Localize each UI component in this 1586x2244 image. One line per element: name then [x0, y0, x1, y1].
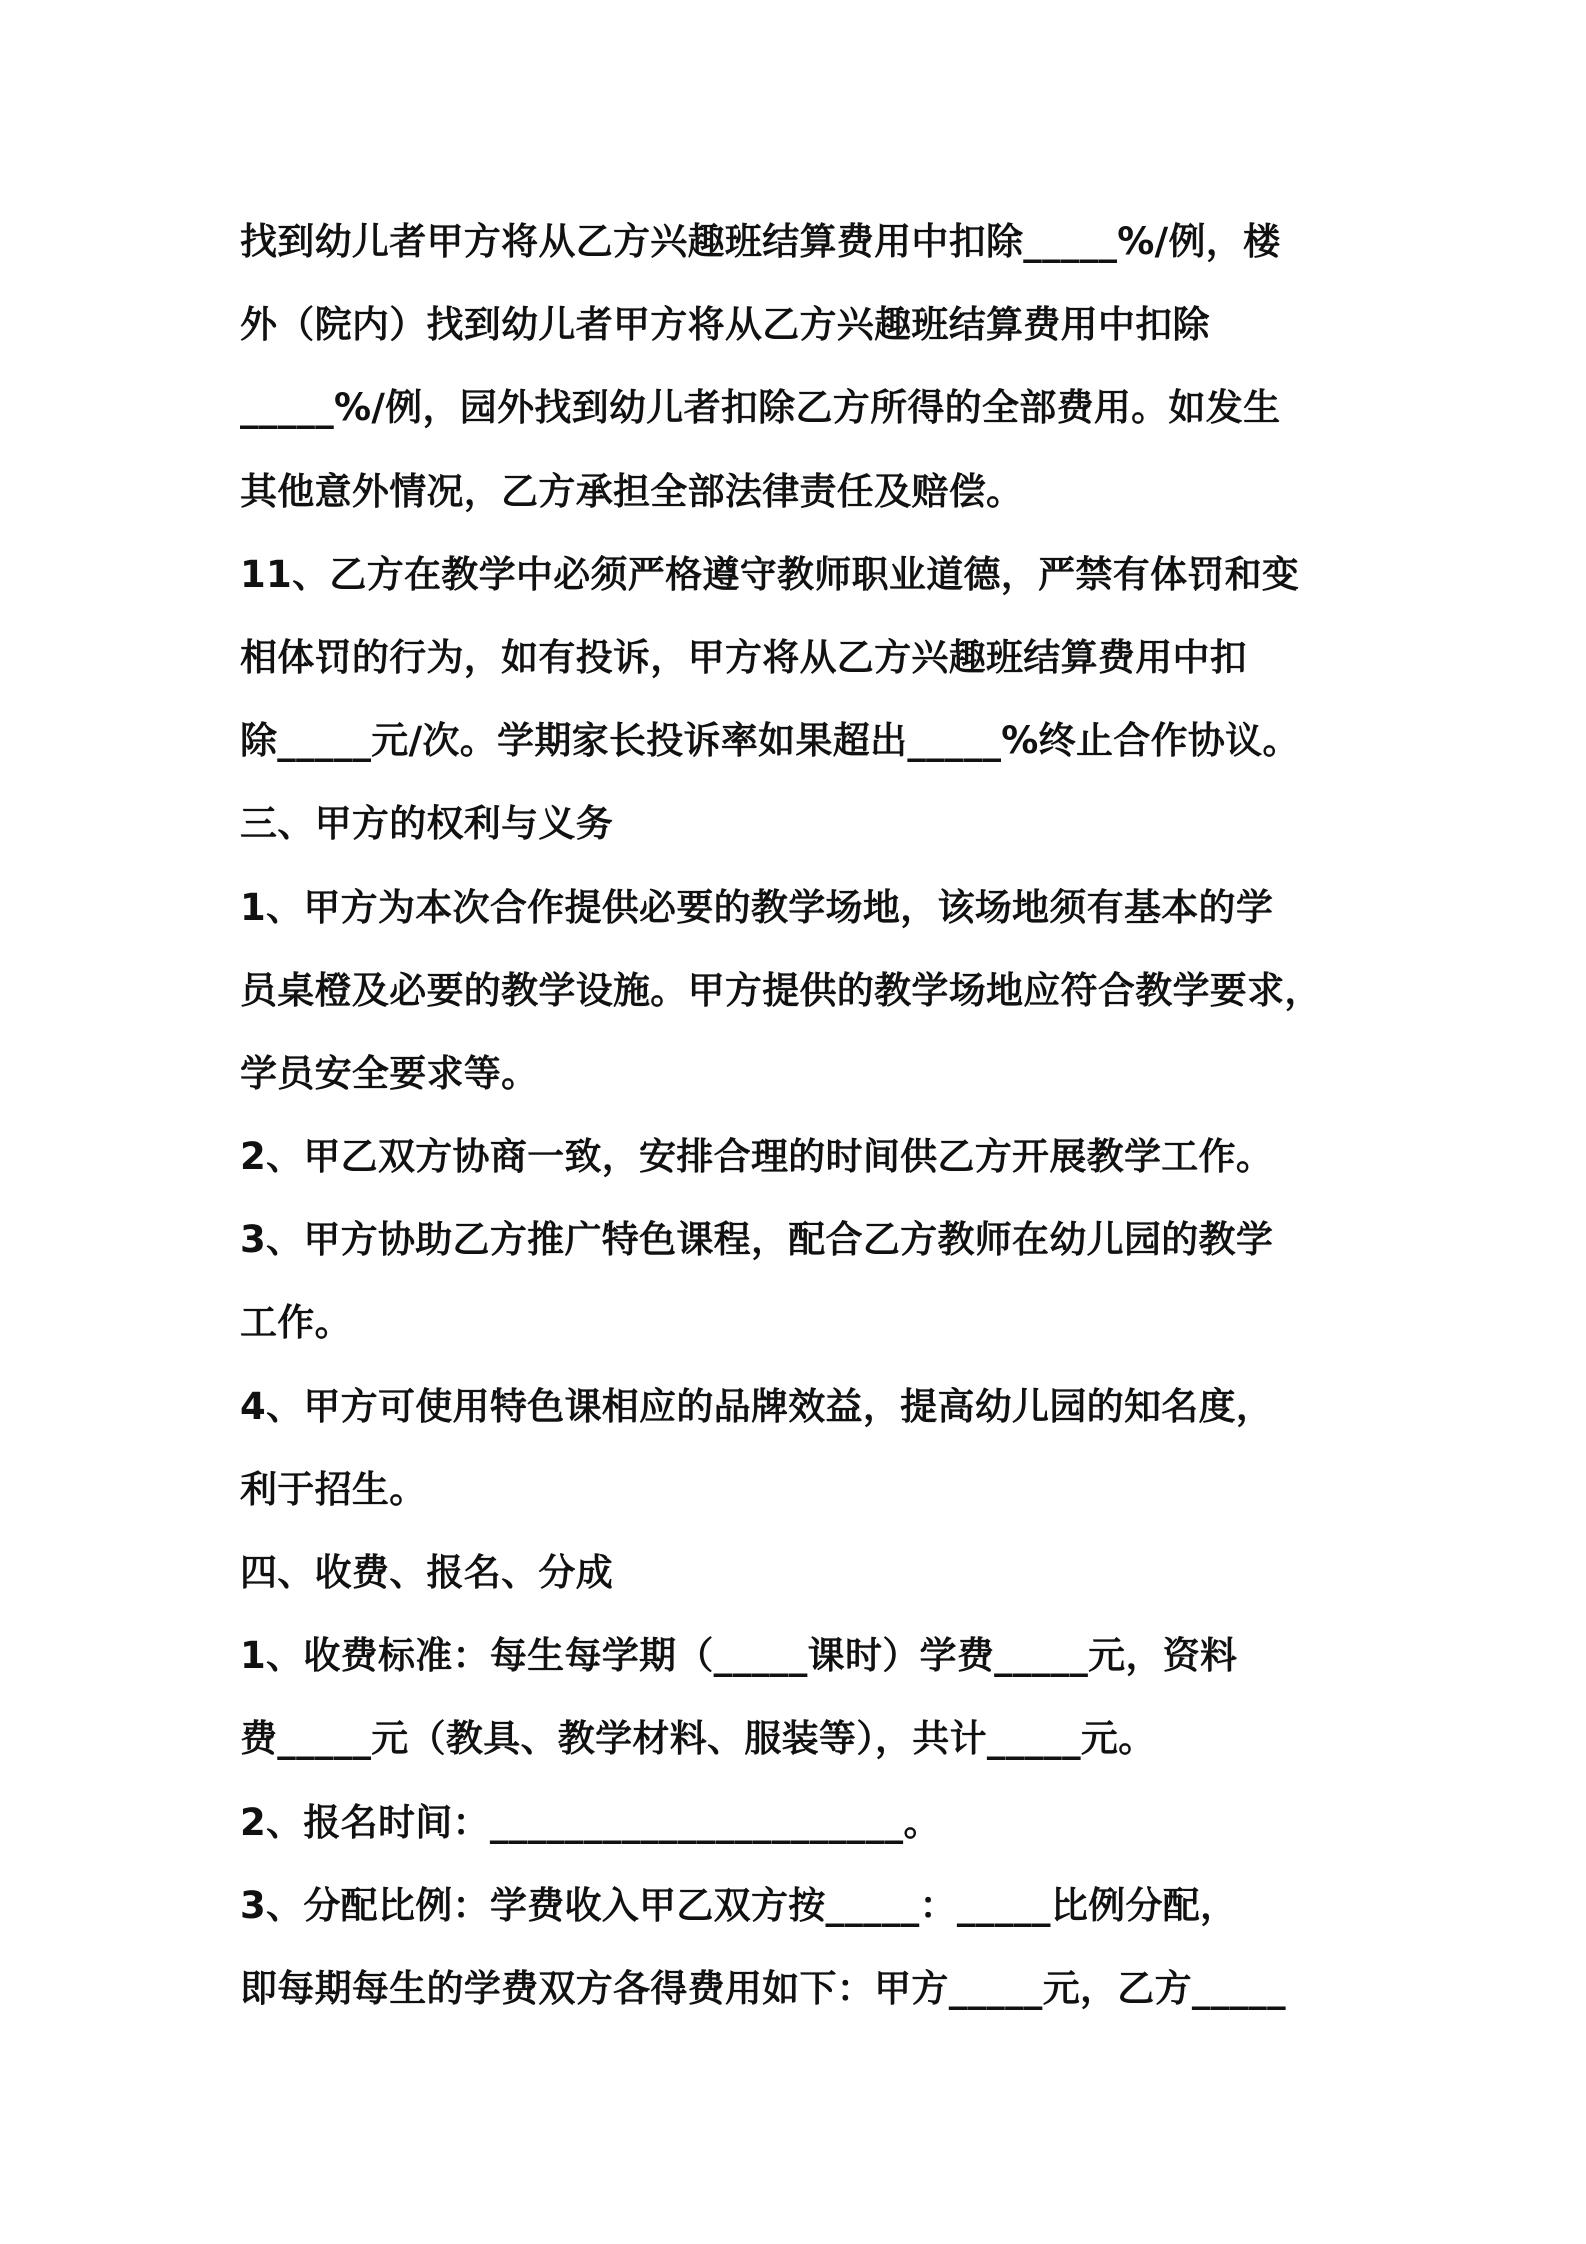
section-heading-party-a-rights: 三、甲方的权利与义务 [240, 802, 613, 846]
fee-clause-2: 2、报名时间：______________________。 [240, 1800, 941, 1844]
document-body [240, 200, 1370, 2030]
text-line: 员桌橙及必要的教学设施。甲方提供的教学场地应符合教学要求， [240, 968, 1322, 1012]
clause-3: 3、甲方协助乙方推广特色课程，配合乙方教师在幼儿园的教学 [240, 1218, 1274, 1262]
text-line: _____%/例，园外找到幼儿者扣除乙方所得的全部费用。如发生 [240, 386, 1281, 430]
text-line: 除_____元/次。学期家长投诉率如果超出_____%终止合作协议。 [240, 719, 1300, 763]
text-line: 利于招生。 [240, 1467, 427, 1511]
fee-clause-3: 3、分配比例：学费收入甲乙双方按_____：_____比例分配， [240, 1883, 1238, 1927]
text-line: 费_____元（教具、教学材料、服装等），共计_____元。 [240, 1717, 1156, 1761]
text-line: 其他意外情况，乙方承担全部法律责任及赔偿。 [240, 469, 1024, 513]
clause-1: 1、甲方为本次合作提供必要的教学场地，该场地须有基本的学 [240, 885, 1274, 929]
text-line: 即每期每生的学费双方各得费用如下：甲方_____元，乙方_____ [240, 1966, 1286, 2010]
fee-clause-1: 1、收费标准：每生每学期（_____课时）学费_____元，资料 [240, 1634, 1238, 1678]
text-line: 学员安全要求等。 [240, 1051, 539, 1095]
clause-2: 2、甲乙双方协商一致，安排合理的时间供乙方开展教学工作。 [240, 1135, 1274, 1179]
text-line: 找到幼儿者甲方将从乙方兴趣班结算费用中扣除_____%/例，楼 [240, 220, 1281, 263]
text-line: 外（院内）找到幼儿者甲方将从乙方兴趣班结算费用中扣除 [240, 303, 1210, 347]
section-heading-fees: 四、收费、报名、分成 [240, 1551, 613, 1594]
text-line: 工作。 [240, 1301, 352, 1345]
clause-4: 4、甲方可使用特色课相应的品牌效益，提高幼儿园的知名度， [240, 1384, 1274, 1428]
clause-11: 11、乙方在教学中必须严格遵守教师职业道德，严禁有体罚和变 [240, 552, 1300, 596]
text-line: 相体罚的行为，如有投诉，甲方将从乙方兴趣班结算费用中扣 [240, 635, 1248, 679]
